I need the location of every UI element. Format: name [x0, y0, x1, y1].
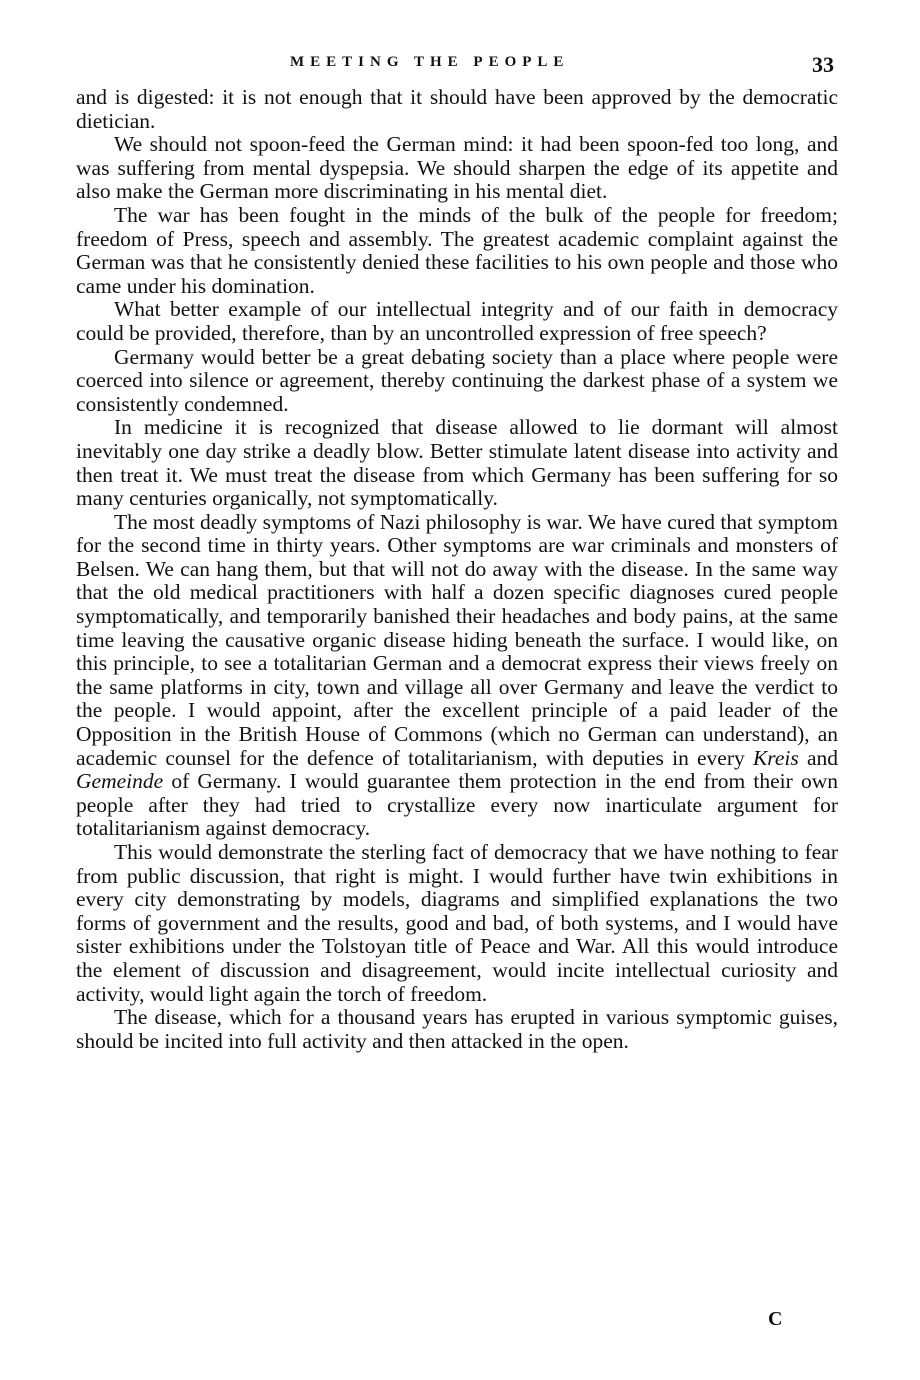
paragraph-text: In medicine it is recognized that disease allowed to lie dormant will almost inevitably one day strike a deadly blow. Better stimulate latent disease into activity and then treat it. We must treat the disease from which Germany has been suffering for so many centuries organically, not symptomatically. [76, 415, 838, 511]
paragraph-1 [76, 86, 838, 133]
body-text [76, 86, 838, 1053]
italic-term: Gemeinde [76, 769, 164, 794]
paragraph-text: The disease, which for a thousand years has erupted in various symptomic guises, should be incited into full activity and then attacked in the open. [76, 1005, 838, 1053]
paragraph-2 [76, 133, 838, 204]
page-number: 33 [812, 52, 834, 77]
running-header [0, 52, 920, 82]
paragraph-7 [76, 511, 838, 841]
paragraph-5 [76, 346, 838, 417]
paragraph-9 [76, 1006, 838, 1053]
paragraph-8 [76, 841, 838, 1006]
paragraph-text: We should not spoon-feed the German mind: it had been spoon-fed too long, and was suffering from mental dyspepsia. We should sharpen the edge of its appetite and also make the German more discriminating in his mental diet. [76, 132, 838, 204]
running-title: MEETING THE PEOPLE [290, 54, 570, 70]
paragraph-text: This would demonstrate the sterling fact of democracy that we have nothing to fear from public discussion, that right is might. I would further have twin exhibitions in every city demonstrating by models, diagrams and simplified explanations the two forms of government and the results, good and bad, of both systems, and I would have sister exhibitions under the Tolstoyan title of Peace and War. All this would introduce the element of discussion and disagreement, would incite intellectual curiosity and activity, would light again the torch of freedom. [76, 840, 838, 1006]
paragraph-3 [76, 204, 838, 298]
paragraph-text: Germany would better be a great debating society than a place where people were coerced into silence or agreement, thereby continuing the darkest phase of a system we consistently condemned. [76, 344, 838, 416]
italic-term: Kreis [752, 745, 799, 770]
paragraph-text: and [798, 745, 839, 770]
paragraph-text: The war has been fought in the minds of the bulk of the people for freedom; freedom of Press, speech and assembly. The greatest academic complaint against the German was that he consistently denied these facilities to his own people and those who came under his domination. [76, 202, 838, 298]
signature-mark: C [768, 1308, 783, 1330]
paragraph-6 [76, 416, 838, 510]
paragraph-text: and is digested: it is not enough that it should have been approved by the democratic dietician. [76, 85, 838, 133]
paragraph-text: of Germany. I would guarantee them protection in the end from their own people after they had tried to crystallize every now inarticulate argument for totalitarianism against democracy. [76, 769, 838, 841]
paragraph-4 [76, 298, 838, 345]
paragraph-text: What better example of our intellectual integrity and of our faith in democracy could be provided, therefore, than by an uncontrolled expression of free speech? [76, 297, 838, 345]
paragraph-text: The most deadly symptoms of Nazi philosophy is war. We have cured that symptom for the second time in thirty years. Other symptoms are war criminals and monsters of Belsen. We can hang them, but that will not do away with the disease. In the same way that the old medical practitioners with half a dozen specific diagnoses cured people symptomatically, and temporarily banished their headaches and body pains, at the same time leaving the causative organic disease hiding beneath the surface. I would like, on this principle, to see a totalitarian German and a democrat express their views freely on the same platforms in city, town and village all over Germany and leave the verdict to the people. I would appoint, after the excellent principle of a paid leader of the Opposition in the British House of Commons (which no German can understand), an academic counsel for the defence of totalitarianism, with deputies in every [76, 509, 838, 770]
